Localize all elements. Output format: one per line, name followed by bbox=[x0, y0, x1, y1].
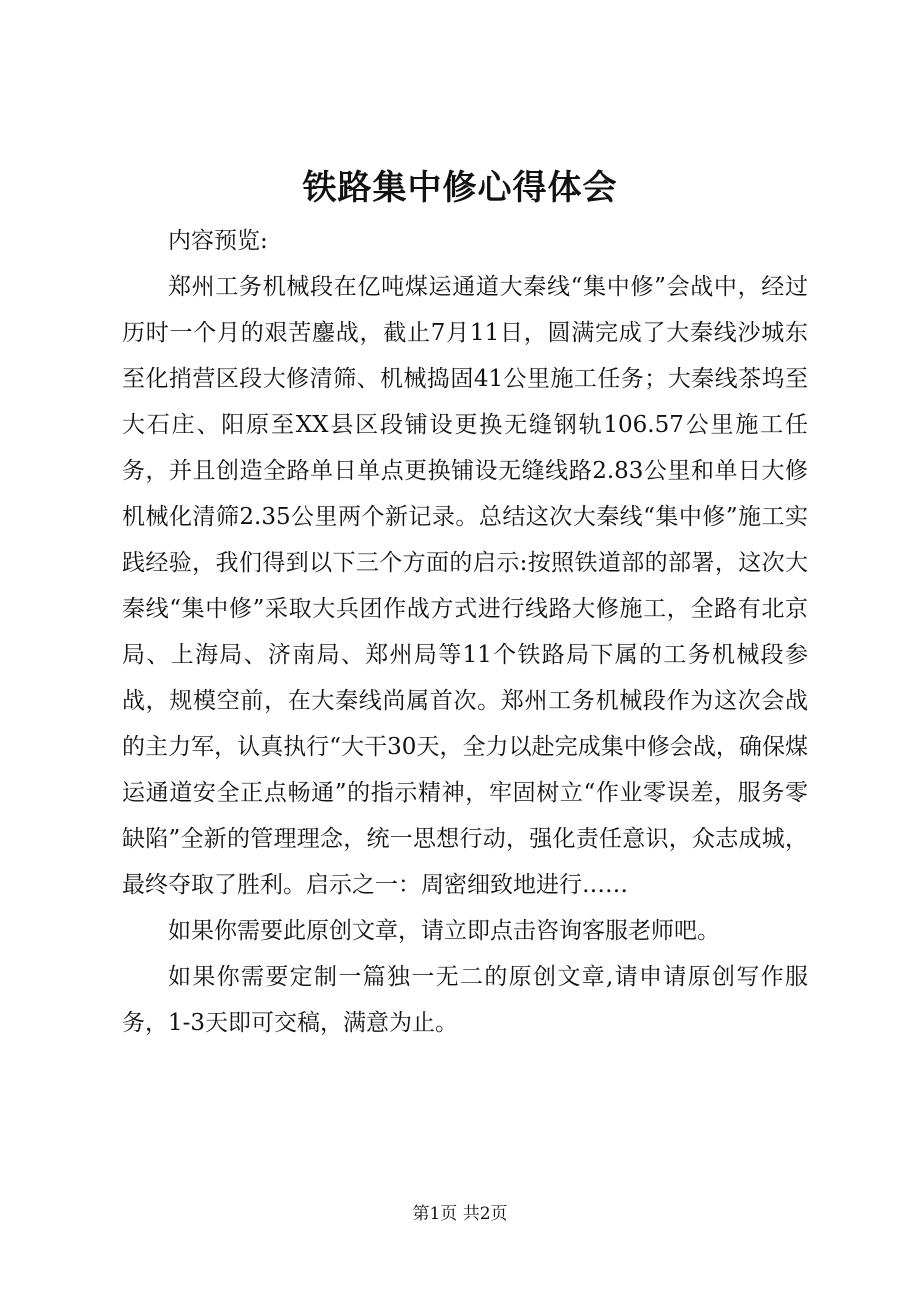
paragraph-custom-writing: 如果你需要定制一篇独一无二的原创文章,请申请原创写作服务，1-3天即可交稿，满意为止。 bbox=[122, 964, 808, 1036]
paragraph-contact-service: 如果你需要此原创文章，请立即点击咨询客服老师吧。 bbox=[168, 918, 720, 944]
preview-label: 内容预览: bbox=[168, 228, 268, 254]
document-body bbox=[122, 218, 808, 1046]
page-indicator: 第1页 共2页 bbox=[412, 1204, 508, 1224]
paragraph-main: 郑州工务机械段在亿吨煤运通道大秦线“集中修”会战中，经过历时一个月的艰苦鏖战，截止7月11日，圆满完成了大秦线沙城东至化捎营区段大修清筛、机械捣固41公里施工任务；大秦线茶坞至大石庄、阳原至XX县区段铺设更换无缝钢轨106.57公里施工任务，并且创造全路单日单点更换铺设无缝线路2.83公里和单日大修机械化清筛2.35公里两个新记录。总结这次大秦线“集中修”施工实践经验，我们得到以下三个方面的启示:按照铁道部的部署，这次大秦线“集中修”采取大兵团作战方式进行线路大修施工，全路有北京局、上海局、济南局、郑州局等11个铁路局下属的工务机械段参战，规模空前，在大秦线尚属首次。郑州工务机械段作为这次会战的主力军，认真执行“大干30天，全力以赴完成集中修会战，确保煤运通道安全正点畅通”的指示精神，牢固树立“作业零误差，服务零缺陷”全新的管理理念，统一思想行动，强化责任意识，众志成城，最终夺取了胜利。启示之一：周密细致地进行…… bbox=[122, 274, 808, 898]
document-title: 铁路集中修心得体会 bbox=[302, 168, 618, 208]
